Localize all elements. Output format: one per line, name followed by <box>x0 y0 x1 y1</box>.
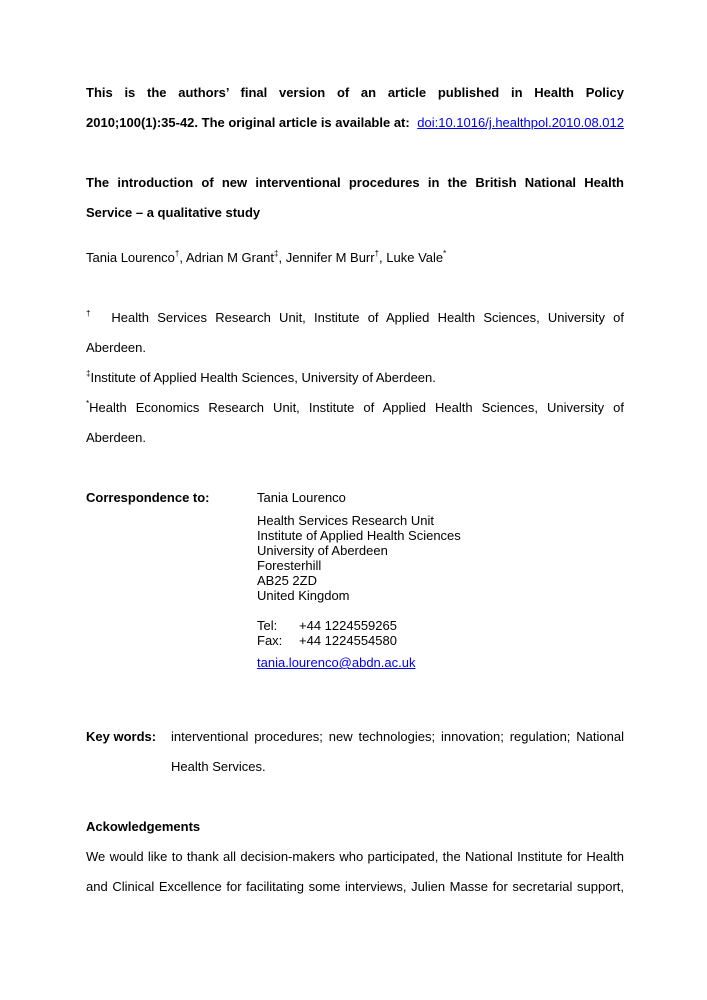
correspondence <box>86 483 624 670</box>
affiliation-2 <box>86 363 624 393</box>
author-list: Tania Lourenco†, Adrian M Grant‡, Jennifer M Burr†, Luke Vale* <box>86 249 447 265</box>
affiliation-3-line-2: Aberdeen. <box>86 430 146 445</box>
email-link[interactable]: tania.lourenco@abdn.ac.uk <box>257 655 416 670</box>
author <box>286 250 379 265</box>
author-name: Adrian M Grant <box>185 250 275 265</box>
acknowledgements-line-2: and Clinical Excellence for facilitating some interviews, Julien Masse for secretarial support, <box>86 879 624 894</box>
tel-label: Tel: <box>257 618 278 633</box>
keywords <box>86 722 624 782</box>
author-mark: ‡ <box>274 249 279 258</box>
keywords-label: Key words: <box>86 729 157 744</box>
correspondence-name: Tania Lourenco <box>257 490 346 505</box>
acknowledgements-line-1: We would like to thank all decision-makers who participated, the National Institute for Health <box>86 849 624 864</box>
acknowledgements <box>86 812 624 902</box>
affiliations <box>86 303 624 453</box>
fax-value: +44 1224554580 <box>299 633 397 648</box>
address-line: University of Aberdeen <box>257 543 388 558</box>
acknowledgements-heading: Ackowledgements <box>86 819 201 834</box>
doi-link[interactable]: doi:10.1016/j.healthpol.2010.08.012 <box>417 115 624 130</box>
affiliation-mark: * <box>86 399 90 408</box>
address-line: United Kingdom <box>257 588 350 603</box>
affiliation-1-line-1 <box>86 303 624 333</box>
notice-text: 2010;100(1):35-42. The original article is available at: <box>86 115 410 130</box>
author-name: Jennifer M Burr <box>285 250 375 265</box>
fax-label: Fax: <box>257 633 283 648</box>
address-line: Health Services Research Unit <box>257 513 435 528</box>
author-mark: † <box>174 249 180 258</box>
title-line-1: The introduction of new interventional procedures in the British National Health <box>86 175 624 190</box>
author-mark: * <box>443 249 447 258</box>
correspondence-label: Correspondence to: <box>86 490 210 505</box>
affiliation-text: Institute of Applied Health Sciences, University of Aberdeen. <box>90 370 436 385</box>
title-line-2: Service – a qualitative study <box>86 205 261 220</box>
keywords-line-1: interventional procedures; new technologies; innovation; regulation; National <box>171 729 624 744</box>
affiliation-1-line-2: Aberdeen. <box>86 340 146 355</box>
author <box>186 250 279 265</box>
author <box>386 250 446 265</box>
affiliation-mark: ‡ <box>86 369 91 378</box>
address-line: Foresterhill <box>257 558 322 573</box>
affiliation-text: Health Services Research Unit, Institute of Applied Health Sciences, University of <box>111 310 624 325</box>
author-name: Luke Vale <box>386 250 444 265</box>
notice-line-2 <box>86 108 624 138</box>
notice-line-1: This is the authors’ final version of an article published in Health Policy <box>86 85 624 100</box>
author <box>86 250 179 265</box>
affiliation-3-line-1 <box>86 393 624 423</box>
phone-block <box>257 618 624 648</box>
tel-value: +44 1224559265 <box>299 618 397 633</box>
article-title <box>86 168 624 228</box>
publication-notice <box>86 78 624 138</box>
affiliation-text: Health Economics Research Unit, Institute of Applied Health Sciences, University of <box>89 400 624 415</box>
address <box>257 513 624 603</box>
address-line: AB25 2ZD <box>257 573 317 588</box>
address-line: Institute of Applied Health Sciences <box>257 528 461 543</box>
author-name: Tania Lourenco <box>86 250 175 265</box>
keywords-line-2: Health Services. <box>171 759 266 774</box>
author-mark: † <box>374 249 380 258</box>
affiliation-mark: † <box>86 309 96 318</box>
